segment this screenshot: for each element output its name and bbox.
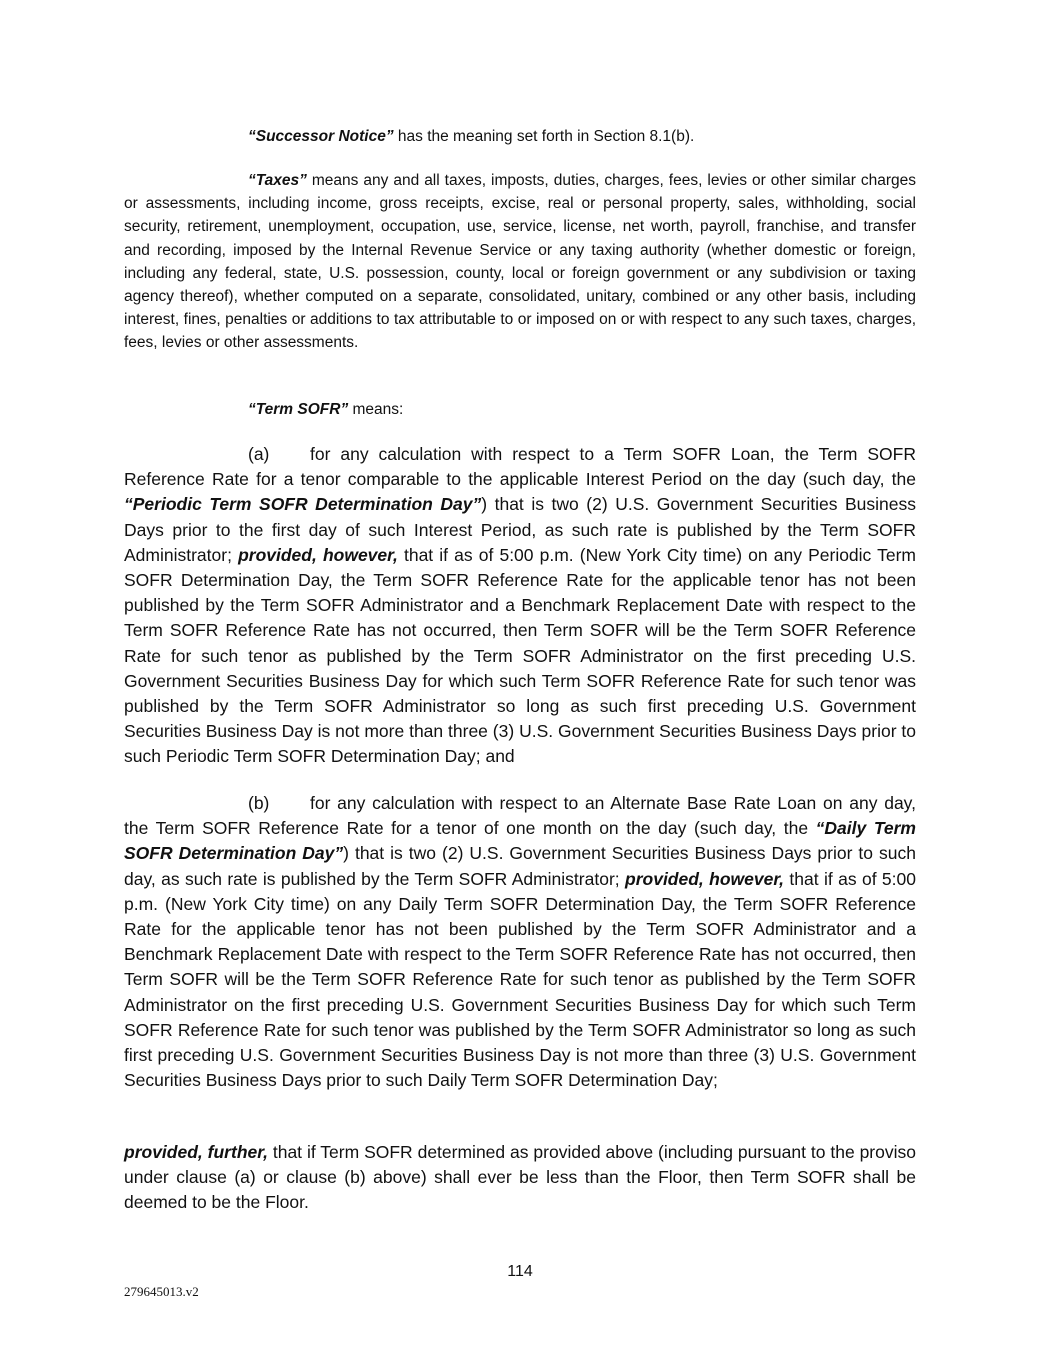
paragraph-text: that if Term SOFR determined as provided above (including pursuant to the proviso under clause (a) or clause (b) above) shall ever be less than the Floor, then Term SOFR shall be deemed to be the Floor. (124, 1142, 916, 1213)
clause-text: ) that is two (2) U.S. Government Securities Business Days prior to such day, as such rate is published by the Term SOFR Administrator; (124, 843, 916, 889)
proviso-term: provided, however, (625, 868, 785, 889)
clause-b (124, 791, 916, 1093)
defined-term: “Successor Notice” (248, 128, 394, 145)
clause-label: (a) (248, 444, 270, 464)
clause-label: (b) (248, 793, 270, 813)
definition-text: means: (348, 401, 404, 418)
proviso-term: provided, however, (238, 544, 398, 565)
defined-term: “Taxes” (248, 172, 307, 189)
clause-text: for any calculation with respect to a Term SOFR Loan, the Term SOFR Reference Rate for a tenor comparable to the applicable Interest Period on the day (such day, the (124, 444, 916, 490)
proviso-term: provided, further, (124, 1142, 268, 1162)
definition-text: means any and all taxes, imposts, duties, charges, fees, levies or other similar charges or assessments, including income, gross receipts, excise, real or personal property, sales, withholding, social security, retirement, unemployment, occupation, use, service, license, net worth, payroll, franchise, and transfer and recording, imposed by the Internal Revenue Service or any taxing authority (whether domestic or foreign, including any federal, state, U.S. possession, county, local or foreign government or any subdivision or taxing agency thereof), whether computed on a separate, consolidated, unitary, combined or any other basis, including interest, fines, penalties or additions to tax attributable to or imposed on or with respect to any such taxes, charges, fees, levies or other assessments. (124, 172, 916, 352)
document-page (124, 0, 916, 1365)
defined-term: “Term SOFR” (248, 401, 349, 418)
defined-term: “Daily Term SOFR Determination Day” (124, 818, 916, 864)
successor-notice-definition (124, 125, 916, 148)
page-number: 114 (507, 1263, 533, 1280)
proviso-further-paragraph (124, 1140, 916, 1216)
document-id: 279645013.v2 (124, 1284, 199, 1299)
clause-text: that if as of 5:00 p.m. (New York City time) on any Daily Term SOFR Determination Day, the Term SOFR Reference Rate for the applicable tenor has not been published by the Term SOFR Administrator and a Benchmark Replacement Date with respect to the Term SOFR Reference Rate has not occurred, then Term SOFR will be the Term SOFR Reference Rate for such tenor as published by the Term SOFR Administrator on the first preceding U.S. Government Securities Business Day for which such Term SOFR Reference Rate for such tenor was published by the Term SOFR Administrator so long as such first preceding U.S. Government Securities Business Day is not more than three (3) U.S. Government Securities Business Days prior to such Daily Term SOFR Determination Day; (124, 868, 916, 1091)
clause-text: ) that is two (2) U.S. Government Securities Business Days prior to the first day of such Interest Period, as such rate is published by the Term SOFR Administrator; (124, 494, 917, 565)
defined-term: “Periodic Term SOFR Determination Day” (124, 494, 482, 515)
clause-text: for any calculation with respect to an Alternate Base Rate Loan on any day, the Term SOFR Reference Rate for a tenor of one month on the day (such day, the (124, 793, 916, 839)
term-sofr-definition (124, 398, 916, 421)
taxes-definition (124, 169, 916, 355)
definition-text: has the meaning set forth in Section 8.1(b). (393, 128, 695, 145)
clause-text: that if as of 5:00 p.m. (New York City time) on any Periodic Term SOFR Determination Day, the Term SOFR Reference Rate for the applicable tenor has not been published by the Term SOFR Administrator and a Benchmark Replacement Date with respect to the Term SOFR Reference Rate has not occurred, then Term SOFR will be the Term SOFR Reference Rate for such tenor as published by the Term SOFR Administrator on the first preceding U.S. Government Securities Business Day for which such Term SOFR Reference Rate for such tenor was published by the Term SOFR Administrator so long as such first preceding U.S. Government Securities Business Day is not more than three (3) U.S. Government Securities Business Days prior to such Periodic Term SOFR Determination Day; and (124, 544, 916, 767)
clause-a (124, 442, 916, 770)
